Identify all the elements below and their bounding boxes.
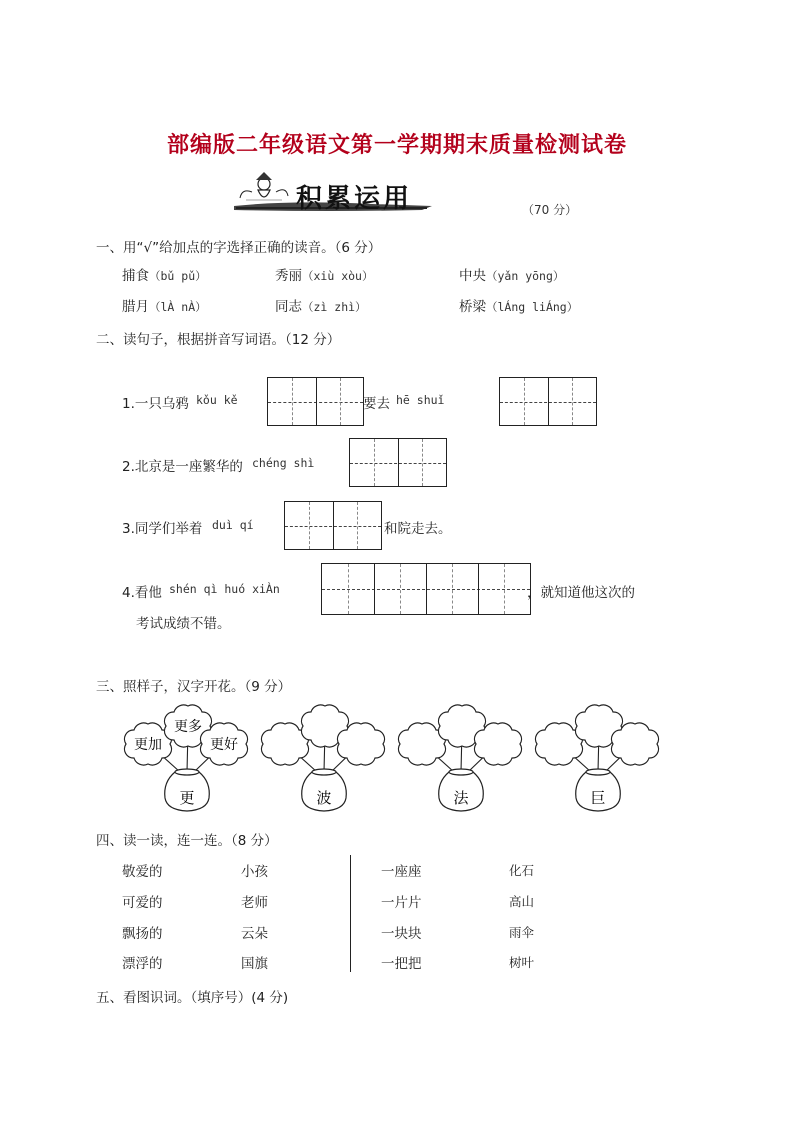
q2-s3-text: 3.同学们举着 xyxy=(122,521,203,537)
q4-left-b-2[interactable]: 老师 xyxy=(241,895,268,911)
q1-pinyin: （bǔ pǔ） xyxy=(149,269,207,283)
q2-s4-text-c: 考试成绩不错。 xyxy=(136,616,231,632)
q2-s3-pinyin: duì qí xyxy=(212,518,254,532)
vase-group-3 xyxy=(535,705,658,811)
vase-group-2 xyxy=(398,705,521,811)
q2-s1-text: 1.一只乌鸦 xyxy=(122,396,189,412)
exam-title: 部编版二年级语文第一学期期末质量检测试卷 xyxy=(166,133,627,158)
q1-item-2 xyxy=(275,264,373,284)
vase-char: 巨 xyxy=(590,789,606,807)
q4-right-b-1[interactable]: 化石 xyxy=(509,863,535,878)
q4-left-a-1[interactable]: 敬爱的 xyxy=(122,864,163,880)
banner-title: 积累运用 xyxy=(296,184,413,214)
q4-right-b-4[interactable]: 树叶 xyxy=(509,955,535,970)
example-vase-char: 更 xyxy=(179,789,195,807)
q2-s4-pinyin: shén qì huó xiÀn xyxy=(169,582,280,596)
q4-left-a-2[interactable]: 可爱的 xyxy=(122,895,163,911)
flower-vases xyxy=(110,700,710,818)
q1-pinyin: （yǎn yōng） xyxy=(486,269,565,283)
q4-right-b-2[interactable]: 高山 xyxy=(509,894,535,909)
q2-s2-pinyin: chéng shì xyxy=(252,456,315,470)
q2-s4-text: 4.看他 xyxy=(122,585,162,601)
example-flower-text-2: 更多 xyxy=(174,719,202,735)
q1-pinyin: （zì zhì） xyxy=(302,300,367,314)
q4-heading: 四、读一读，连一连。（8 分） xyxy=(96,833,278,849)
q2-s2-text: 2.北京是一座繁华的 xyxy=(122,459,243,475)
q1-word: 桥梁 xyxy=(459,299,486,315)
q1-item-1 xyxy=(122,264,207,284)
q1-word: 腊月 xyxy=(122,299,149,315)
q2-s1-pinyin-2: hē shuǐ xyxy=(396,393,445,407)
q2-s4-text-b: ，就知道他这次的 xyxy=(527,585,635,601)
q5-heading: 五、看图识词。（填序号）(4 分) xyxy=(96,990,289,1006)
q1-item-4 xyxy=(122,295,207,315)
q1-item-6 xyxy=(459,295,578,315)
vase-char: 波 xyxy=(316,789,332,807)
q2-s2-writing-grid[interactable] xyxy=(349,438,447,487)
q4-left-b-3[interactable]: 云朵 xyxy=(241,926,268,942)
q4-right-a-1[interactable]: 一座座 xyxy=(381,864,422,880)
q2-heading: 二、读句子，根据拼音写词语。（12 分） xyxy=(96,332,341,348)
q1-word: 秀丽 xyxy=(275,268,302,284)
q3-heading: 三、照样子，汉字开花。（9 分） xyxy=(96,679,292,695)
q2-s1-text-b: 要去 xyxy=(363,396,390,412)
q4-left-a-3[interactable]: 飘扬的 xyxy=(122,926,163,942)
q1-pinyin: （xiù xòu） xyxy=(302,269,374,283)
q4-left-b-4[interactable]: 国旗 xyxy=(241,956,268,972)
fairy-icon xyxy=(240,172,288,200)
q2-s3-text-b: 和院走去。 xyxy=(384,521,452,537)
q2-s3-writing-grid[interactable] xyxy=(284,501,382,550)
example-flower-text-3: 更好 xyxy=(210,737,238,753)
example-vase-group xyxy=(124,705,247,811)
q2-s1-writing-grid-1[interactable] xyxy=(267,377,364,426)
q4-right-a-2[interactable]: 一片片 xyxy=(381,895,422,911)
banner-score: （70 分） xyxy=(522,203,578,217)
example-flower-text-1: 更加 xyxy=(134,737,162,753)
q2-s4-writing-grid[interactable] xyxy=(321,563,531,615)
q2-s1-pinyin: kǒu kě xyxy=(196,393,238,407)
q4-right-a-3[interactable]: 一块块 xyxy=(381,926,422,942)
q1-item-5 xyxy=(275,295,367,315)
q1-word: 同志 xyxy=(275,299,302,315)
q1-word: 中央 xyxy=(459,268,486,284)
vase-group-1 xyxy=(261,705,384,811)
q1-pinyin: （lÁng liÁng） xyxy=(486,300,579,314)
q4-left-a-4[interactable]: 漂浮的 xyxy=(122,956,163,972)
q1-item-3 xyxy=(459,264,564,284)
q1-heading: 一、用“√”给加点的字选择正确的读音。（6 分） xyxy=(96,240,382,256)
vase-char: 法 xyxy=(453,789,469,807)
q4-right-b-3[interactable]: 雨伞 xyxy=(509,925,535,940)
q4-left-b-1[interactable]: 小孩 xyxy=(241,864,268,880)
q4-right-a-4[interactable]: 一把把 xyxy=(381,956,422,972)
q1-pinyin: （lÀ nÀ） xyxy=(149,300,207,314)
q1-word: 捕食 xyxy=(122,268,149,284)
q4-divider xyxy=(350,855,351,972)
q2-s1-writing-grid-2[interactable] xyxy=(499,377,597,426)
